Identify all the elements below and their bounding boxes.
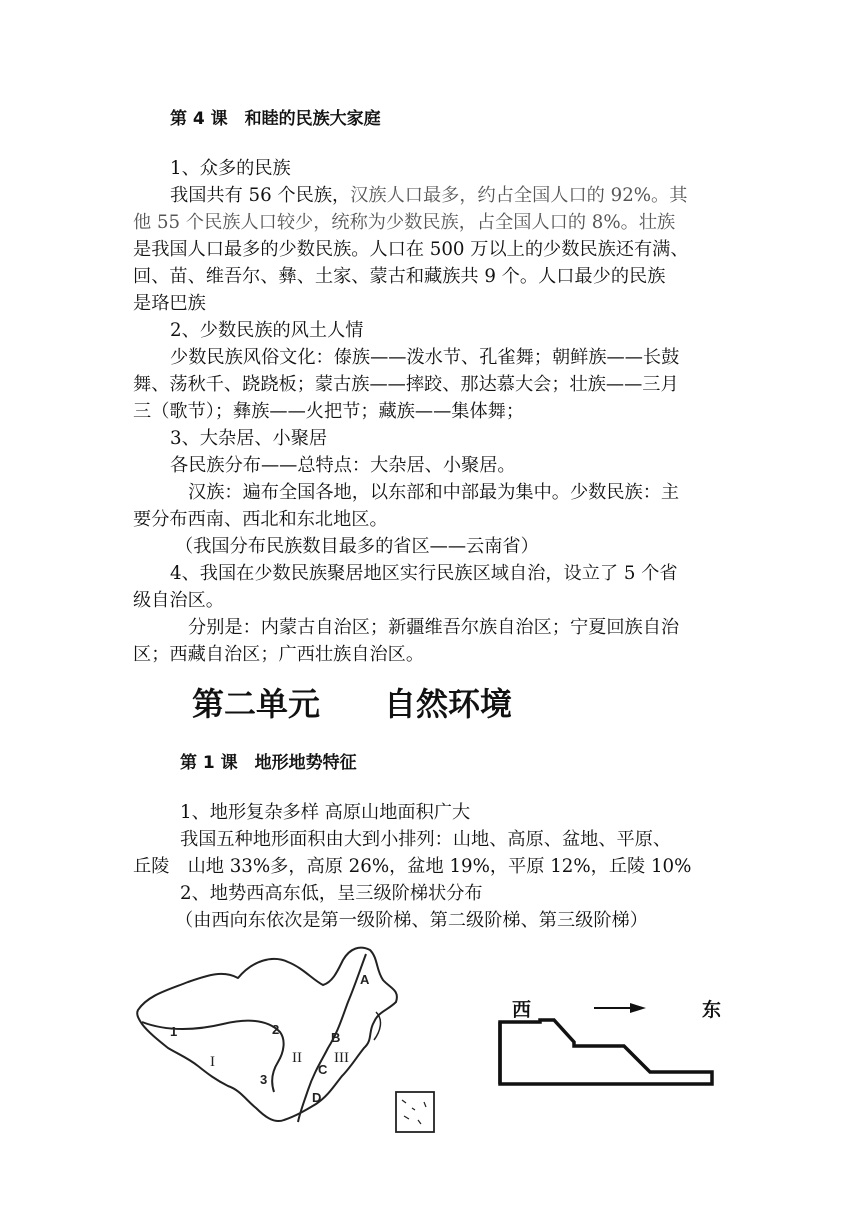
section-heading: 3、大杂居、小聚居 xyxy=(170,428,328,449)
lesson-title: 第 1 课 地形地势特征 xyxy=(180,753,357,773)
paragraph-line: 舞、荡秋千、跷跷板；蒙古族——摔跤、那达慕大会；壮族——三月 xyxy=(133,374,679,395)
unit-title: 第二单元 自然环境 xyxy=(192,685,513,723)
map-label-3: 3 xyxy=(260,1072,268,1087)
paragraph-line: 级自治区。 xyxy=(133,590,224,611)
map-label-c: C xyxy=(318,1062,328,1077)
section-heading: 2、地势西高东低，呈三级阶梯状分布 xyxy=(180,883,483,904)
paragraph-line xyxy=(170,184,687,208)
paragraph-line: 我国五种地形面积由大到小排列：山地、高原、盆地、平原、 xyxy=(180,829,672,850)
map-label-a: A xyxy=(360,972,370,987)
text-run: 我国共有 56 个民族， xyxy=(170,185,351,206)
paragraph-line: 各民族分布——总特点：大杂居、小聚居。 xyxy=(170,455,516,476)
step-profile-line xyxy=(500,1020,712,1084)
section-heading: 1、地形复杂多样 高原山地面积广大 xyxy=(180,802,471,823)
china-terrain-map xyxy=(128,940,448,1140)
section-heading: 1、众多的民族 xyxy=(170,158,291,179)
lesson-title: 第 4 课 和睦的民族大家庭 xyxy=(170,109,381,129)
paragraph-line: 三（歌节）；彝族——火把节；藏族——集体舞； xyxy=(133,401,525,422)
paragraph-line: 是珞巴族 xyxy=(133,293,206,314)
map-label-region-2: II xyxy=(292,1050,302,1066)
map-label-d: D xyxy=(312,1090,322,1105)
paragraph-line: 汉族：遍布全国各地，以东部和中部最为集中。少数民族：主 xyxy=(188,482,680,503)
paragraph-line: 回、苗、维吾尔、彝、土家、蒙古和藏族共 9 个。人口最少的民族 xyxy=(133,266,666,287)
paragraph-line: 丘陵 山地 33%多，高原 26%，盆地 19%，平原 12%，丘陵 10% xyxy=(133,856,692,877)
terrain-step-profile xyxy=(494,994,754,1094)
map-label-2: 2 xyxy=(272,1022,280,1037)
profile-label-west: 西 xyxy=(512,999,532,1021)
paragraph-line: 分别是：内蒙古自治区；新疆维吾尔族自治区；宁夏回族自治 xyxy=(188,617,680,638)
direction-arrow xyxy=(594,1003,646,1013)
south-sea-inset xyxy=(396,1092,434,1132)
map-label-region-3: III xyxy=(334,1050,349,1066)
text-run: 汉族人口最多，约占全国人口的 92%。其 xyxy=(350,185,688,206)
section-heading: 2、少数民族的风土人情 xyxy=(170,320,364,341)
paragraph-line: （由西向东依次是第一级阶梯、第二级阶梯、第三级阶梯） xyxy=(175,910,648,931)
paragraph-line: 要分布西南、西北和东北地区。 xyxy=(133,509,388,530)
map-label-b: B xyxy=(331,1030,341,1045)
map-label-1: 1 xyxy=(170,1024,178,1039)
paragraph-line: 他 55 个民族人口较少，统称为少数民族，占全国人口的 8%。壮族 xyxy=(133,212,676,233)
paragraph-line: 是我国人口最多的少数民族。人口在 500 万以上的少数民族还有满、 xyxy=(133,239,689,260)
paragraph-line: （我国分布民族数目最多的省区——云南省） xyxy=(175,536,539,557)
profile-label-east: 东 xyxy=(702,999,722,1021)
map-label-region-1: I xyxy=(210,1054,215,1070)
paragraph-line: 4、我国在少数民族聚居地区实行民族区域自治，设立了 5 个省 xyxy=(170,563,678,584)
paragraph-line: 少数民族风俗文化：傣族——泼水节、孔雀舞；朝鲜族——长鼓 xyxy=(170,347,680,368)
paragraph-line: 区；西藏自治区；广西壮族自治区。 xyxy=(133,644,425,665)
